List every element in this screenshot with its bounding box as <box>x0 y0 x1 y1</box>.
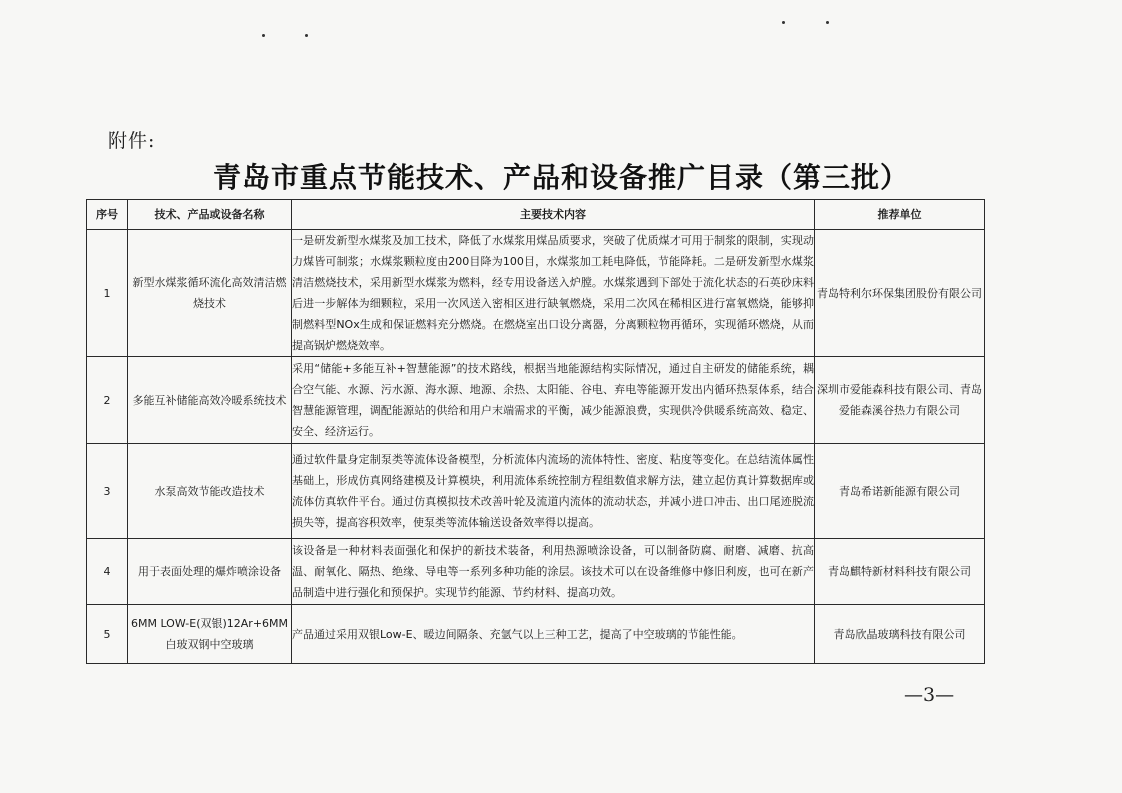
row-org: 深圳市爱能森科技有限公司、青岛爱能森溪谷热力有限公司 <box>815 357 985 444</box>
scan-speck <box>305 34 308 37</box>
row-content: 产品通过采用双银Low-E、暖边间隔条、充氩气以上三种工艺，提高了中空玻璃的节能性能。 <box>292 605 815 664</box>
table-row <box>87 539 985 605</box>
row-name: 6MM LOW-E(双银)12Ar+6MM白玻双钢中空玻璃 <box>128 605 292 664</box>
row-number: 1 <box>87 230 128 357</box>
table-row <box>87 230 985 357</box>
header-name: 技术、产品或设备名称 <box>128 200 292 230</box>
row-number: 2 <box>87 357 128 444</box>
header-content: 主要技术内容 <box>292 200 815 230</box>
table-header-row <box>87 200 985 230</box>
row-name: 多能互补储能高效冷暖系统技术 <box>128 357 292 444</box>
catalog-table <box>86 199 985 664</box>
row-org: 青岛欣晶玻璃科技有限公司 <box>815 605 985 664</box>
scan-speck <box>262 34 265 37</box>
row-number: 5 <box>87 605 128 664</box>
header-org: 推荐单位 <box>815 200 985 230</box>
row-name: 新型水煤浆循环流化高效清洁燃烧技术 <box>128 230 292 357</box>
scan-speck <box>826 21 829 24</box>
scan-speck <box>782 21 785 24</box>
row-name: 用于表面处理的爆炸喷涂设备 <box>128 539 292 605</box>
document-title: 青岛市重点节能技术、产品和设备推广目录（第三批） <box>212 161 909 194</box>
table-row <box>87 357 985 444</box>
row-content: 采用“储能+多能互补+智慧能源”的技术路线，根据当地能源结构实际情况，通过自主研发的储能系统，耦合空气能、水源、污水源、海水源、地源、余热、太阳能、谷电、弃电等能源开发出内循环热泵体系，结合智慧能源管理，调配能源站的供给和用户末端需求的平衡，减少能源浪费，实现供冷供暖系统高效、稳定、安全、经济运行。 <box>292 357 815 444</box>
row-content: 一是研发新型水煤浆及加工技术，降低了水煤浆用煤品质要求，突破了优质煤才可用于制浆的限制，实现动力煤皆可制浆；水煤浆颗粒度由200目降为100目，水煤浆加工耗电降低，节能降耗。二是研发新型水煤浆清洁燃烧技术，采用新型水煤浆为燃料，经专用设备送入炉膛。水煤浆遇到下部处于流化状态的石英砂床料后进一步解体为细颗粒，采用一次风送入密相区进行缺氧燃烧，采用二次风在稀相区进行富氧燃烧，能够抑制燃料型NOx生成和保证燃料充分燃烧。在燃烧室出口设分离器，分离颗粒物再循环，实现循环燃烧，从而提高锅炉燃烧效率。 <box>292 230 815 357</box>
row-org: 青岛希诺新能源有限公司 <box>815 444 985 539</box>
attachment-label: 附件: <box>108 130 156 152</box>
row-org: 青岛特利尔环保集团股份有限公司 <box>815 230 985 357</box>
row-org: 青岛麒特新材料科技有限公司 <box>815 539 985 605</box>
row-content: 通过软件量身定制泵类等流体设备模型，分析流体内流场的流体特性、密度、粘度等变化。在总结流体属性基础上，形成仿真网络建模及计算模块，利用流体系统控制方程组数值求解方法，建立起仿真计算数据库或流体仿真软件平台。通过仿真模拟技术改善叶轮及流道内流体的流动状态，并减小进口冲击、出口尾迹脱流损失等，提高容积效率，使泵类等流体输送设备效率得以提高。 <box>292 444 815 539</box>
row-content: 该设备是一种材料表面强化和保护的新技术装备，利用热源喷涂设备，可以制备防腐、耐磨、减磨、抗高温、耐氧化、隔热、绝缘、导电等一系列多种功能的涂层。该技术可以在设备维修中修旧利废，也可在新产品制造中进行强化和预保护。实现节约能源、节约材料、提高功效。 <box>292 539 815 605</box>
row-number: 3 <box>87 444 128 539</box>
row-number: 4 <box>87 539 128 605</box>
table-row <box>87 444 985 539</box>
header-no: 序号 <box>87 200 128 230</box>
row-name: 水泵高效节能改造技术 <box>128 444 292 539</box>
page-number: —3— <box>904 684 955 706</box>
table-row <box>87 605 985 664</box>
